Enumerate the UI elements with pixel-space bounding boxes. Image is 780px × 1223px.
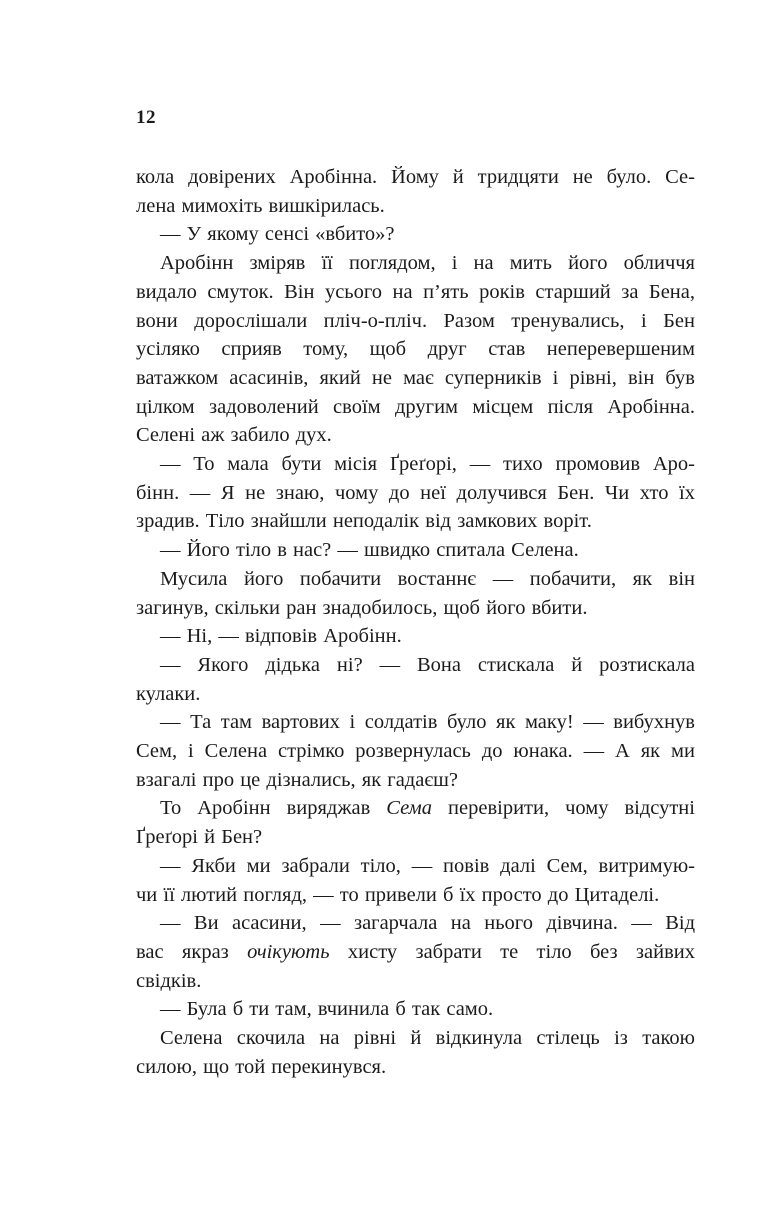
text-segment: — У якому сенсі «вбито»? — [160, 223, 395, 246]
text-segment: кола довірених Аробінна. Йому й тридцяти не було. Се- — [136, 166, 695, 188]
text-segment: — То мала бути місія Ґреґорі, — тихо промовив Аро- — [160, 453, 695, 476]
text-line — [136, 823, 695, 852]
text-line — [136, 307, 695, 336]
text-segment: — Ні, — відповів Аробінн. — [160, 625, 402, 648]
text-segment: цілком задоволений своїм другим місцем після Аробінна. — [136, 395, 695, 418]
text-line — [136, 507, 695, 536]
text-segment: — Та там вартових і солдатів було як маку! — вибухнув — [160, 711, 695, 734]
text-segment: зрадив. Тіло знайшли неподалік від замкових воріт. — [136, 510, 592, 533]
page-number: 12 — [136, 107, 156, 128]
text-line — [136, 708, 695, 737]
text-segment: видало смуток. Він усього на п’ять років старший за Бена, — [136, 280, 695, 303]
paragraph — [136, 536, 695, 565]
text-line — [136, 938, 695, 967]
text-segment: кулаки. — [136, 682, 201, 705]
text-segment: — Якби ми забрали тіло, — повів далі Сем, витримую- — [160, 854, 695, 877]
text-line — [136, 680, 695, 709]
text-segment: Мусила його побачити востаннє — побачити, як він — [160, 567, 695, 590]
text-segment: силою, що той перекинувся. — [136, 1055, 387, 1078]
paragraph — [136, 1024, 695, 1081]
text-line — [136, 1053, 695, 1082]
paragraph — [136, 708, 695, 794]
text-segment: вас якраз — [136, 940, 248, 963]
paragraph — [136, 909, 695, 995]
text-line — [136, 1024, 695, 1053]
text-segment: вони дорослішали пліч-о-пліч. Разом тренувались, і Бен — [136, 309, 695, 332]
italic-text: Сема — [386, 797, 433, 820]
text-line — [136, 163, 695, 192]
text-segment: хисту забрати те тіло без зайвих — [329, 940, 695, 963]
text-line — [136, 594, 695, 623]
text-line — [136, 794, 695, 823]
text-segment: лена мимохіть вишкірилась. — [136, 194, 385, 217]
paragraph — [136, 249, 695, 450]
paragraph — [136, 163, 695, 220]
text-line — [136, 881, 695, 910]
text-line — [136, 335, 695, 364]
text-segment: загинув, скільки ран знадобилось, щоб його вбити. — [136, 596, 588, 619]
text-segment: — Була б ти там, вчинила б так само. — [160, 998, 494, 1021]
text-line — [136, 192, 695, 221]
text-line — [136, 393, 695, 422]
text-line — [136, 909, 695, 938]
paragraph — [136, 995, 695, 1024]
italic-text: очікують — [247, 940, 330, 963]
paragraph — [136, 794, 695, 851]
paragraph — [136, 565, 695, 622]
text-line — [136, 766, 695, 795]
text-line — [136, 220, 695, 249]
text-line — [136, 536, 695, 565]
text-line — [136, 450, 695, 479]
text-column — [136, 163, 695, 1082]
text-segment: Ґреґорі й Бен? — [136, 826, 263, 849]
text-segment: — Його тіло в нас? — швидко спитала Селена. — [160, 539, 579, 562]
text-line — [136, 852, 695, 881]
text-segment: — Якого дідька ні? — Вона стискала й розтискала — [160, 653, 695, 676]
paragraph — [136, 450, 695, 536]
paragraph — [136, 622, 695, 651]
text-segment: ватажком асасинів, який не має суперників і рівні, він був — [136, 366, 695, 389]
text-line — [136, 967, 695, 996]
paragraph — [136, 220, 695, 249]
text-line — [136, 364, 695, 393]
text-line — [136, 737, 695, 766]
text-line — [136, 565, 695, 594]
text-line — [136, 421, 695, 450]
paragraph — [136, 852, 695, 909]
text-line — [136, 622, 695, 651]
text-segment: чи її лютий погляд, — то привели б їх просто до Цитаделі. — [136, 883, 660, 906]
paragraph — [136, 651, 695, 708]
text-segment: — Ви асасини, — загарчала на нього дівчина. — Від — [160, 912, 695, 935]
text-segment: перевірити, чому відсутні — [432, 797, 695, 820]
text-line — [136, 278, 695, 307]
text-segment: То Аробінн виряджав — [160, 797, 387, 820]
text-line — [136, 479, 695, 508]
text-segment: бінн. — Я не знаю, чому до неї долучився Бен. Чи хто їх — [136, 481, 695, 504]
text-segment: взагалі про це дізнались, як гадаєш? — [136, 768, 459, 791]
text-segment: Аробінн зміряв її поглядом, і на мить його обличчя — [160, 252, 695, 275]
text-segment: Селена скочила на рівні й відкинула стілець із такою — [160, 1027, 695, 1050]
text-segment: свідків. — [136, 969, 202, 992]
text-segment: Сем, і Селена стрімко розвернулась до юнака. — А як ми — [136, 740, 695, 763]
text-line — [136, 651, 695, 680]
text-segment: усіляко сприяв тому, щоб друг став неперевершеним — [136, 338, 695, 361]
text-segment: Селені аж забило дух. — [136, 424, 332, 447]
text-line — [136, 995, 695, 1024]
text-line — [136, 249, 695, 278]
